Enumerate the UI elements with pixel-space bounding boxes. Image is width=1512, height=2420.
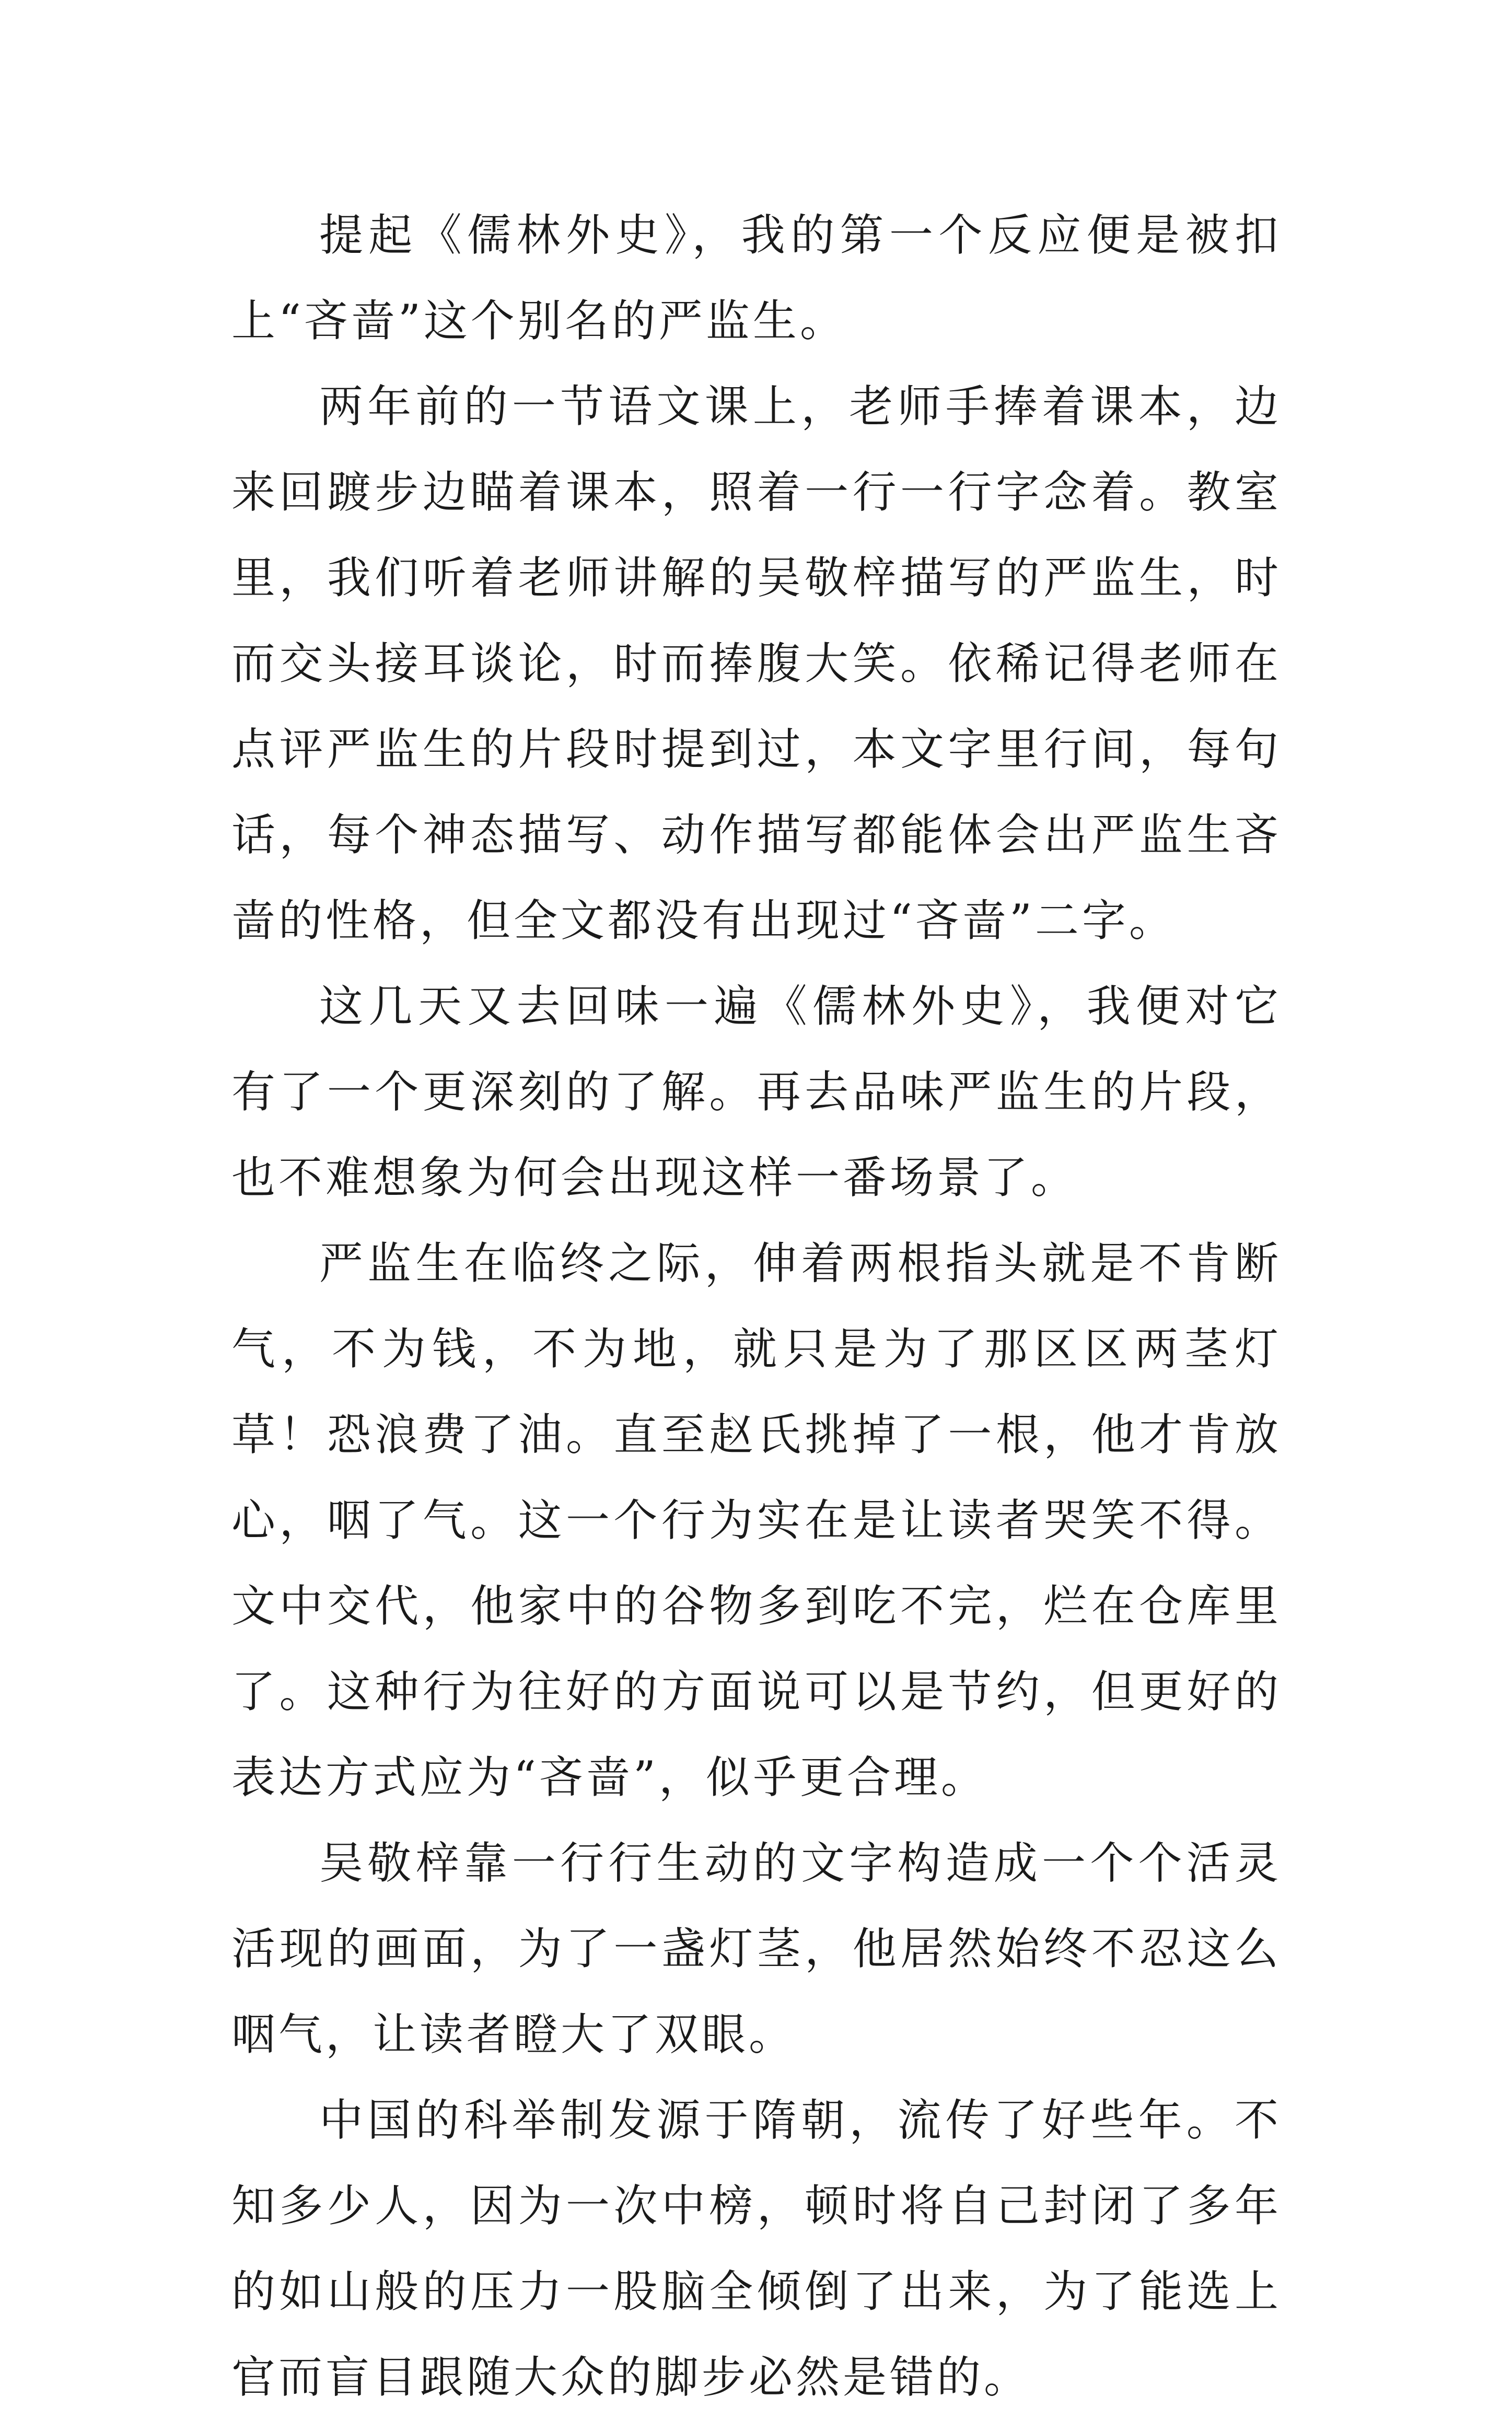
paragraph-3: 这几天又去回味一遍《儒林外史》，我便对它有了一个更深刻的了解。再去品味严监生的片段，也不难想象为何会出现这样一番场景了。: [231, 981, 1282, 1203]
paragraph-5: 吴敬梓靠一行行生动的文字构造成一个个活灵活现的画面，为了一盏灯茎，他居然始终不忍这么咽气，让读者瞪大了双眼。: [231, 1837, 1282, 2060]
paragraph-1: 提起《儒林外史》，我的第一个反应便是被扣上“吝啬”这个别名的严监生。: [231, 210, 1282, 346]
paragraph-2: 两年前的一节语文课上，老师手捧着课本，边来回踱步边瞄着课本，照着一行一行字念着。教室里，我们听着老师讲解的吴敬梓描写的严监生，时而交头接耳谈论，时而捧腹大笑。依稀记得老师在点评严监生的片段时提到过，本文字里行间，每句话，每个神态描写、动作描写都能体会出严监生吝啬的性格，但全文都没有出现过“吝啬”二字。: [231, 381, 1282, 946]
document-body: [231, 192, 1282, 2420]
paragraph-6: 中国的科举制发源于隋朝，流传了好些年。不知多少人，因为一次中榜，顿时将自己封闭了多年的如山般的压力一股脑全倾倒了出来，为了能选上官而盲目跟随大众的脚步必然是错的。: [231, 2095, 1282, 2403]
paragraph-4: 严监生在临终之际，伸着两根指头就是不肯断气，不为钱，不为地，就只是为了那区区两茎灯草！恐浪费了油。直至赵氏挑掉了一根，他才肯放心，咽了气。这一个行为实在是让读者哭笑不得。文中交代，他家中的谷物多到吃不完，烂在仓库里了。这种行为往好的方面说可以是节约，但更好的表达方式应为“吝啬”，似乎更合理。: [231, 1238, 1282, 1803]
